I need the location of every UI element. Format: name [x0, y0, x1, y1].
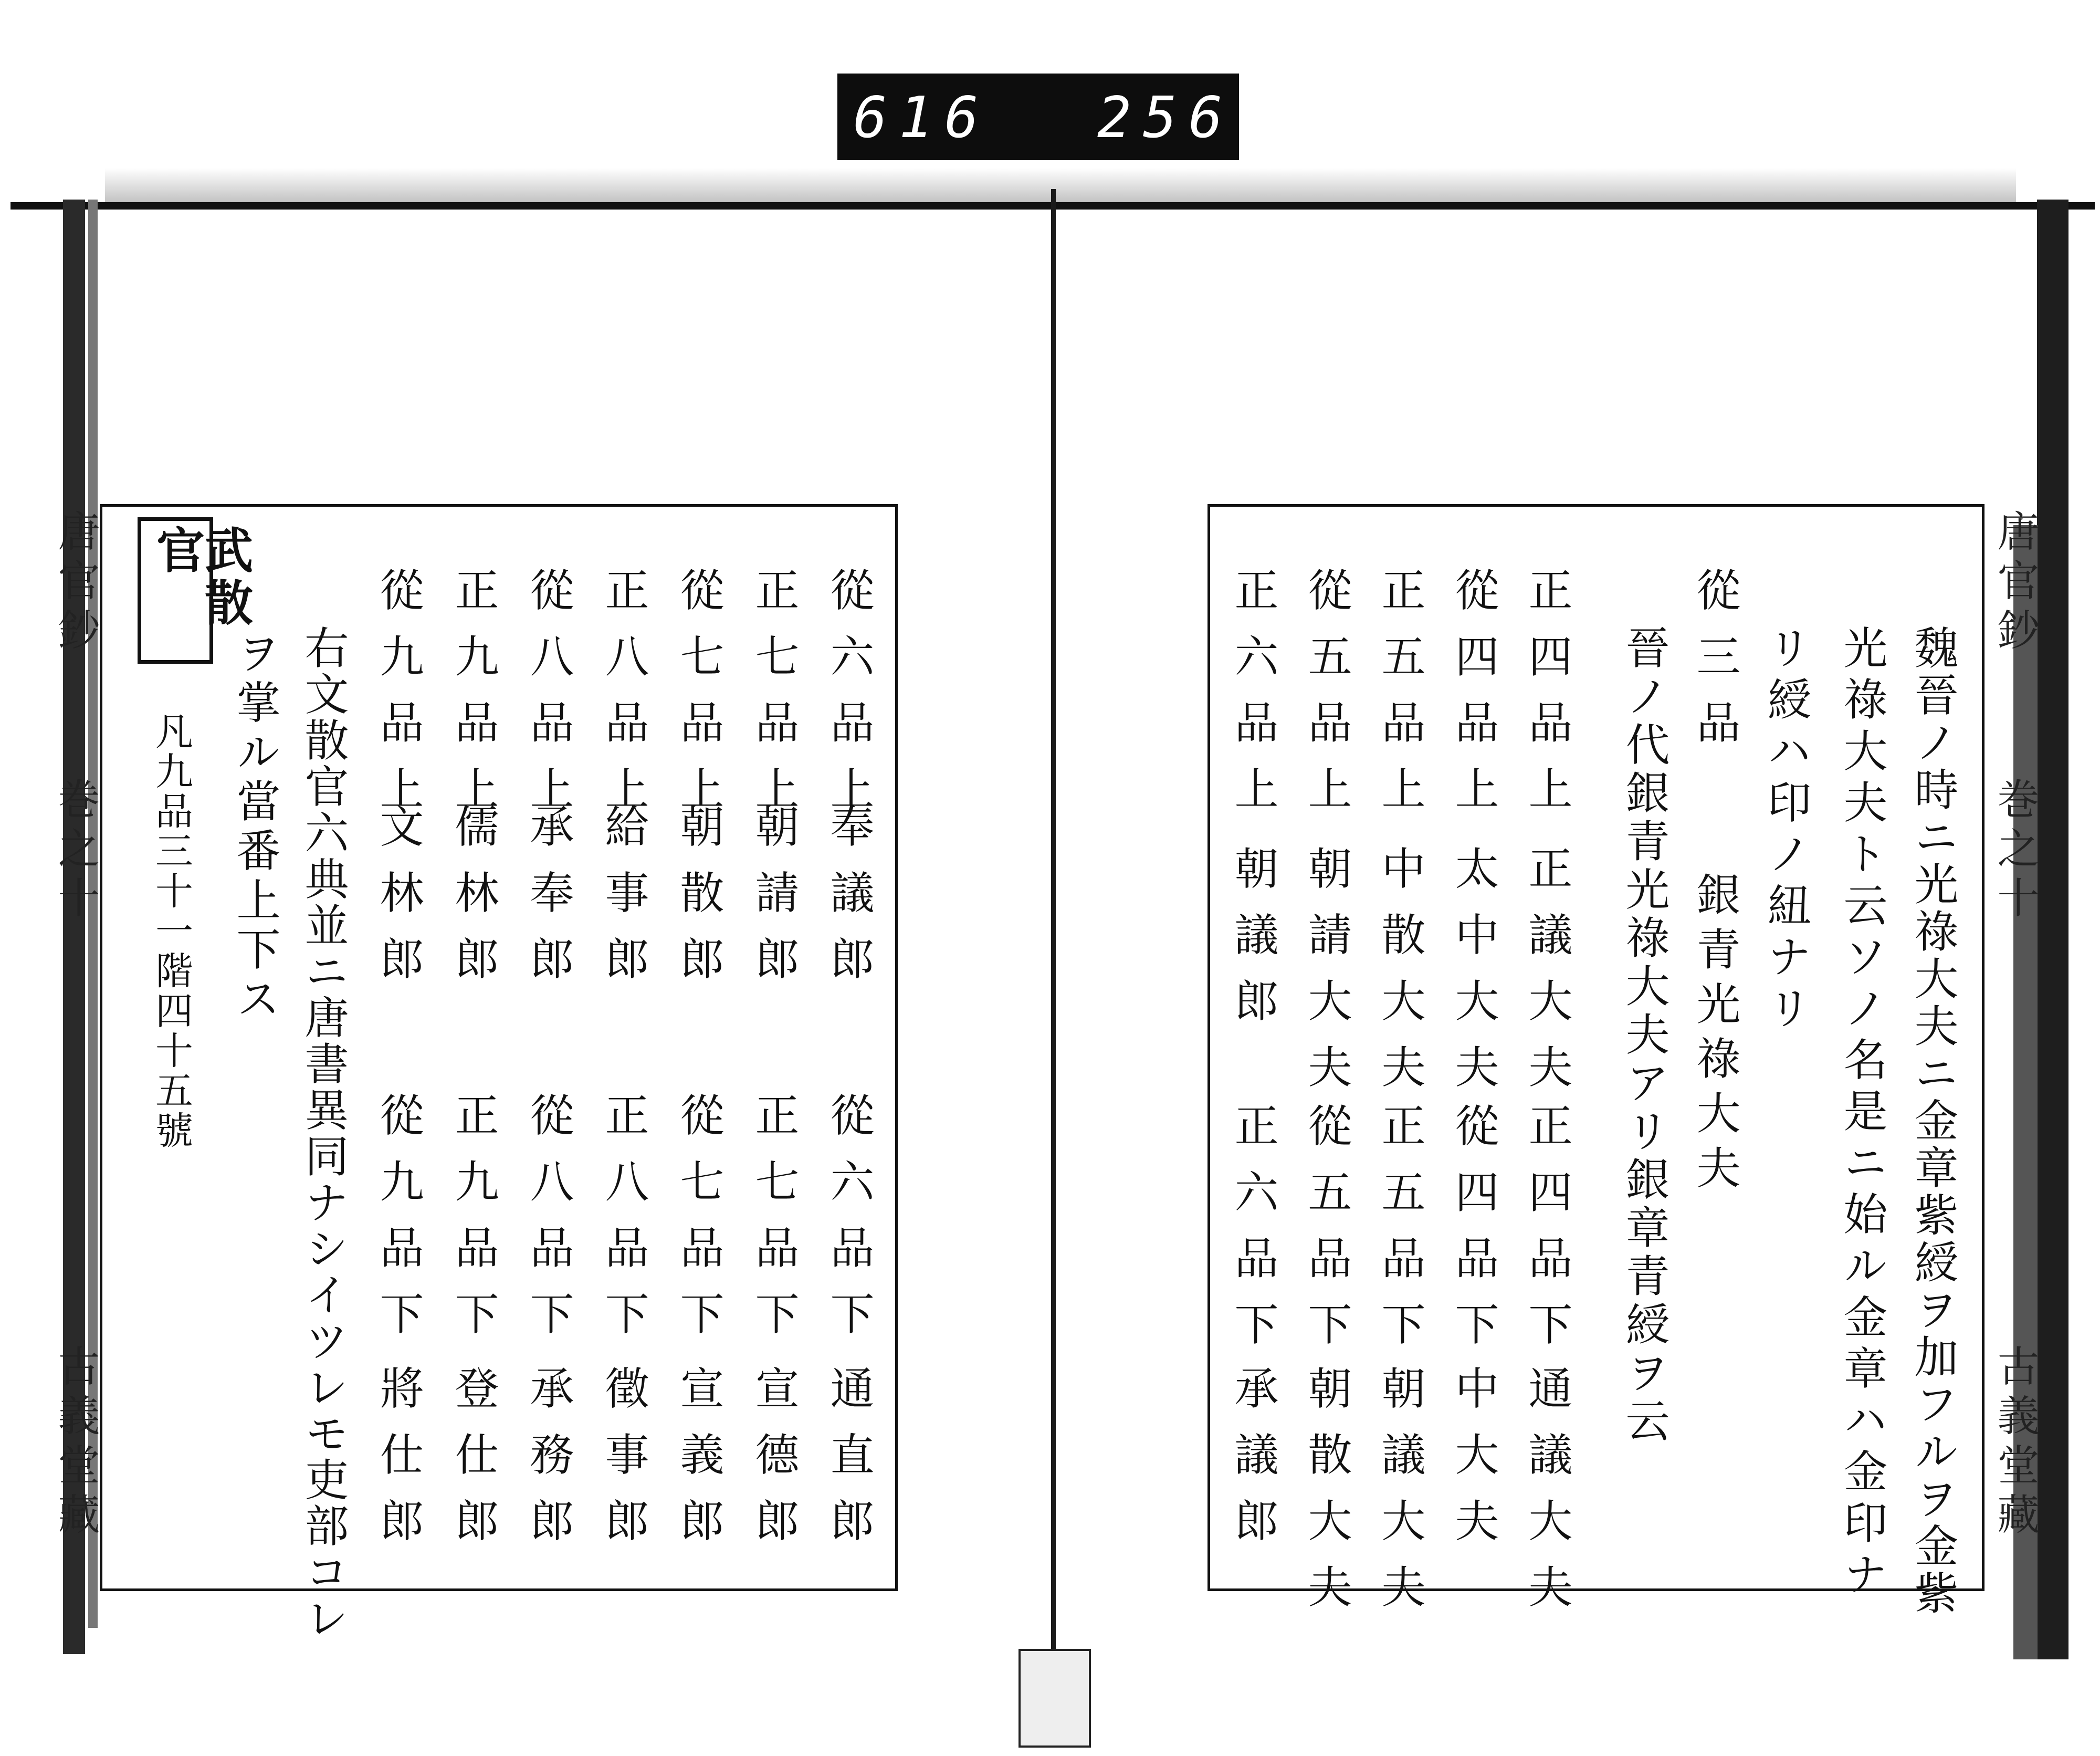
frame-number: 256 — [1097, 85, 1235, 151]
right-rank-upper: 正六品上 — [1227, 567, 1279, 832]
right-margin-stamp: 古義堂藏 — [1990, 1344, 2039, 1542]
right-rank-lower: 正四品下 — [1521, 1103, 1573, 1367]
right-office-lower: 承議郎 — [1227, 1365, 1279, 1564]
reel-number: 616 — [853, 85, 991, 151]
left-rank-lower: 從六品下 — [823, 1092, 875, 1357]
book-top-shadow — [105, 168, 2016, 205]
right-office-upper: 太中大夫 — [1448, 845, 1499, 1110]
right-rank-lower: 從四品下 — [1448, 1103, 1499, 1367]
left-note-3: 凡九品三十一階四十五號 — [149, 712, 193, 1151]
left-rank-lower: 從九品下 — [373, 1092, 424, 1357]
left-office-upper: 給事郎 — [598, 803, 649, 1002]
right-office-lower: 朝議大夫 — [1374, 1365, 1426, 1630]
film-number-plate — [837, 74, 1239, 160]
left-margin-volume: 巻之十 — [51, 777, 100, 925]
left-office-lower: 宣義郎 — [673, 1365, 724, 1564]
right-text-1: 魏晉ノ時ニ光祿大夫ニ金章紫綬ヲ加フルヲ金紫 — [1907, 625, 1959, 1617]
left-office-lower: 宣德郎 — [748, 1365, 800, 1564]
right-margin-volume: 巻之十 — [1990, 777, 2039, 925]
left-rank-upper: 從九品上 — [373, 567, 424, 832]
left-rank-upper: 從七品上 — [673, 567, 724, 832]
left-office-upper: 奉議郎 — [823, 803, 875, 1002]
section-title-box — [138, 517, 254, 664]
left-note-1: 右文散官六典並ニ唐書異同ナシイツレモ吏部コレ — [298, 625, 349, 1642]
left-rank-lower: 正七品下 — [748, 1092, 800, 1357]
left-note-2: ヲ掌ル當番上下ス — [229, 630, 281, 1025]
right-office-lower: 朝散大夫 — [1301, 1365, 1352, 1630]
right-office-upper: 朝議郎 — [1227, 845, 1279, 1044]
left-rank-upper: 正九品上 — [448, 567, 499, 832]
left-office-upper: 文林郎 — [373, 803, 424, 1002]
right-text-3: リ綬ハ印ノ紐ナリ — [1760, 625, 1812, 1037]
right-office-upper: 中散大夫 — [1374, 845, 1426, 1110]
right-rank-lower: 正五品下 — [1374, 1103, 1426, 1367]
right-margin-title: 唐官鈔 — [1990, 509, 2039, 657]
left-rank-lower: 正九品下 — [448, 1092, 499, 1357]
right-office-upper: 朝請大夫 — [1301, 845, 1352, 1110]
left-office-lower: 徵事郎 — [598, 1365, 649, 1564]
left-office-upper: 儒林郎 — [448, 803, 499, 1002]
right-rank-upper: 正五品上 — [1374, 567, 1426, 832]
left-rank-upper: 從六品上 — [823, 567, 875, 832]
right-office-lower: 通議大夫 — [1521, 1365, 1573, 1630]
gutter-clip — [1018, 1649, 1091, 1748]
left-rank-upper: 從八品上 — [523, 567, 574, 832]
section-title: 武散官 — [149, 525, 254, 630]
right-rank-upper: 正四品上 — [1521, 567, 1573, 832]
left-office-upper: 朝散郎 — [673, 803, 724, 1002]
left-rank-lower: 從七品下 — [673, 1092, 724, 1357]
right-text-4: 晉ノ代銀青光祿大夫アリ銀章青綬ヲ云 — [1619, 625, 1670, 1446]
right-text-2: 光祿大夫ト云ソノ名是ニ始ル金章ハ金印ナ — [1836, 625, 1888, 1603]
right-office-upper: 正議大夫 — [1521, 845, 1573, 1110]
left-margin-stamp: 古義堂藏 — [51, 1344, 100, 1542]
book-gutter — [1051, 189, 1056, 1743]
left-rank-lower: 正八品下 — [598, 1092, 649, 1357]
right-rank-lower: 正六品下 — [1227, 1103, 1279, 1367]
left-rank-upper: 正七品上 — [748, 567, 800, 832]
left-office-lower: 將仕郎 — [373, 1365, 424, 1564]
left-rank-lower: 從八品下 — [523, 1092, 574, 1357]
left-office-upper: 朝請郎 — [748, 803, 800, 1002]
left-margin-title: 唐官鈔 — [51, 509, 100, 657]
left-office-upper: 承奉郎 — [523, 803, 574, 1002]
right-rank-upper: 從五品上 — [1301, 567, 1352, 832]
right-office-lower: 中大夫 — [1448, 1365, 1499, 1564]
left-office-lower: 承務郎 — [523, 1365, 574, 1564]
right-office-3: 銀青光祿大夫 — [1689, 872, 1741, 1199]
left-rank-upper: 正八品上 — [598, 567, 649, 832]
right-rank-upper: 從四品上 — [1448, 567, 1499, 832]
right-rank-lower: 從五品下 — [1301, 1103, 1352, 1367]
left-office-lower: 通直郎 — [823, 1365, 875, 1564]
right-rank-3: 從三品 — [1689, 567, 1741, 766]
left-office-lower: 登仕郎 — [448, 1365, 499, 1564]
